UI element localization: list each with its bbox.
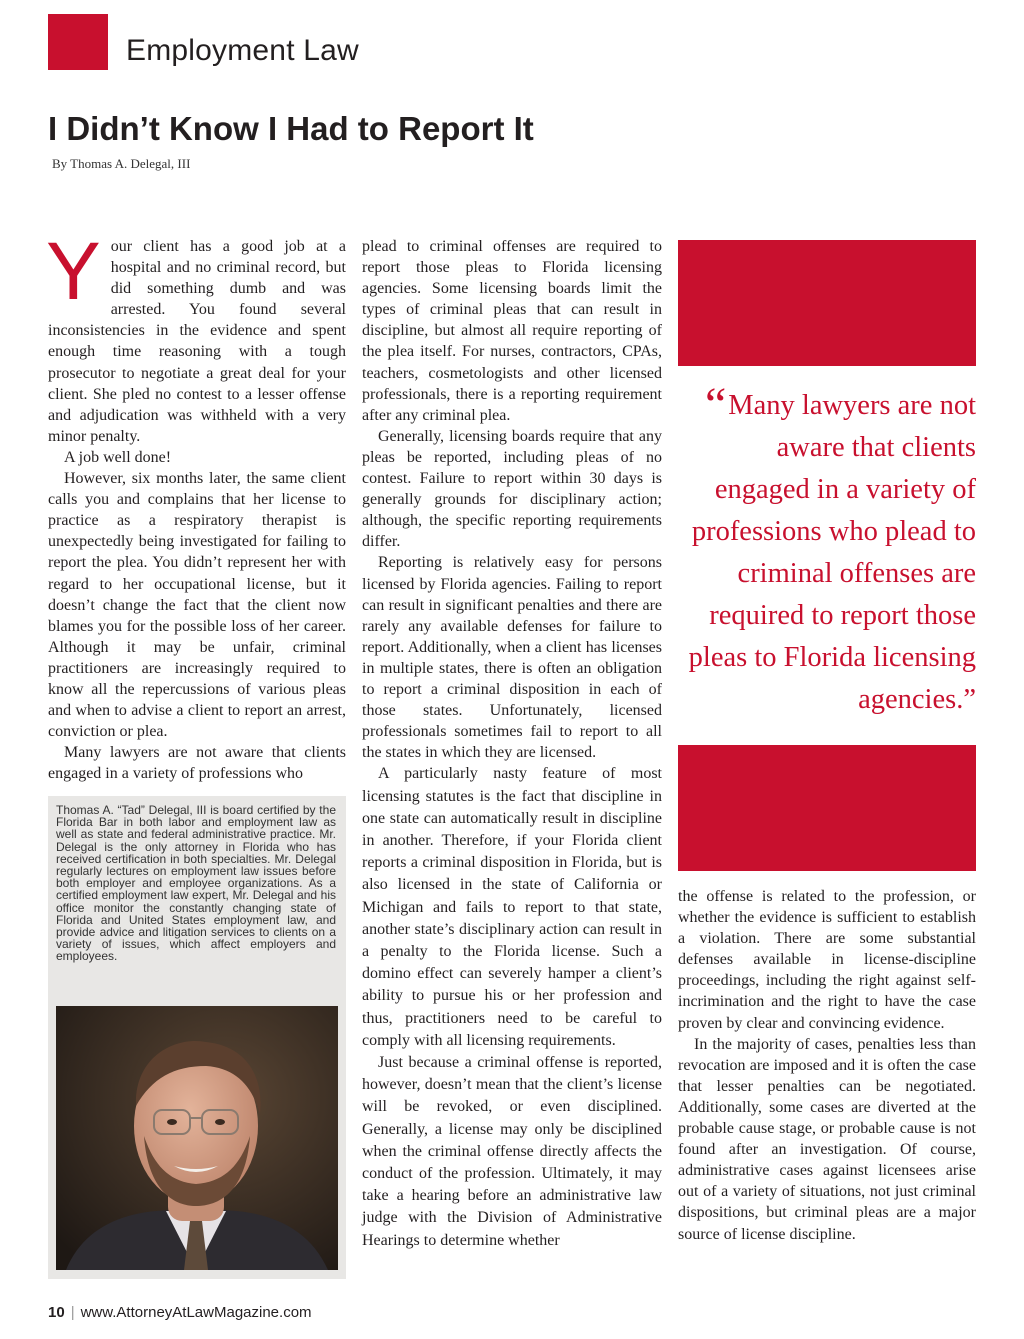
paragraph: Reporting is relatively easy for persons licensed by Florida agencies. Failing to report can result in significant penalties and there are rarely any available defenses for failure to report. Additionally, when a client has licenses in multiple states, there is often an obligation to report a criminal disposition in each of those states. Unfortunately, licensed professionals sometimes fail to report to all the states in which they are licensed. [362,554,662,762]
article-byline: By Thomas A. Delegal, III [52,156,191,171]
author-bio-text: Thomas A. “Tad” Delegal, III is board certified by the Florida Bar in both labor and employment law as well as state and federal administrative practice. Mr. Delegal is the only attorney in Florida who has received certification in both specialties. Mr. Delegal regularly lectures on employment law issues before both employer and employee organizations. As a certified employment law expert, Mr. Delegal and his office monitor the constantly changing state of Florida and United States employment law, and provide advice and litigation services to clients on a variety of issues, which affect employers and employees. [56,803,336,964]
footer-website-link[interactable]: www.AttorneyAtLawMagazine.com [80,1304,312,1321]
paragraph: Many lawyers are not aware that clients engaged in a variety of professions who [48,744,346,783]
drop-cap: Y [46,226,101,317]
pullquote-red-block-bottom [678,745,976,871]
article-headline: I Didn’t Know I Had to Report It [48,110,534,147]
author-portrait-image [56,1006,338,1270]
paragraph: A particularly nasty feature of most licensing statutes is the fact that discipline in one state can automatically result in discipline in another. Therefore, if your Florida client reports a criminal disposition in Florida, but is also licensed in the state of California or Michigan and fails to report to that state, another state’s disciplinary action can result in a penalty to the Florida license. Such a domino effect can severely hamper a client’s ability to pursue his or her profession and thus, practitioners need to be careful to comply with all licensing requirements. [362,765,662,1049]
paragraph: However, six months later, the same client calls you and complains that her license to practice as a respiratory therapist is unexpectedly being investigated for failing to report the plea. You didn’t represent her with regard to her occupational license, but it doesn’t change the fact that the client now blames you for the possible loss of her career. Although it may be unfair, criminal practitioners are increasingly required to know all the repercussions of various pleas and when to advise a client to report an arrest, conviction or plea. [48,470,346,741]
pullquote [686,378,976,721]
paragraph: A job well done! [64,448,172,466]
page-number: 10 [48,1304,65,1321]
section-label: Employment Law [126,34,359,67]
paragraph: plead to criminal offenses are required to report those pleas to Florida licensing agencies. Some licensing boards limit the types of criminal pleas that can result in discipline, but almost all require reporting of the plea itself. For nurses, contractors, CPAs, teachers, cosmetologists and other licensed professionals, there is a reporting requirement after any criminal plea. [362,238,662,424]
section-color-tab [48,14,108,70]
author-photo [56,1006,338,1270]
paragraph: our client has a good job at a hospital and no criminal record, but did something dumb and was arrested. You found several inconsistencies in the evidence and spent enough time reasoning with a tough prosecutor to negotiate a great deal for your client. She pled no contest to a lesser offense and adjudication was withheld with a very minor penalty. [48,238,346,445]
page-footer [48,1304,312,1321]
footer-separator: | [70,1304,75,1321]
article-column-2 [362,236,662,1252]
article-column-1 [46,226,346,784]
paragraph: Just because a criminal offense is reported, however, doesn’t mean that the client’s license will be revoked, or even disciplined. Generally, a license may only be disciplined when the criminal offense directly affects the conduct of the profession. Ultimately, it may take a hearing before an administrative law judge with the Division of Administrative Hearings to determine whether [362,1053,662,1249]
paragraph: In the majority of cases, penalties less than revocation are imposed and it is often the case that lesser penalties can be negotiated. Additionally, some cases are diverted at the probable cause stage, or probable cause is not found after an investigation. Of course, administrative cases against licensees arise out of a variety of situations, not just criminal dispositions, but criminal pleas are a major source of license discipline. [678,1035,976,1243]
article-column-3 [678,886,976,1245]
author-bio-box [48,796,346,1279]
paragraph: Generally, licensing boards require that any pleas be reported, including pleas of no contest. Failure to report within 30 days is generally grounds for disciplinary action; although, the specific reporting requirements differ. [362,427,662,551]
paragraph: the offense is related to the profession, or whether the evidence is sufficient to establish a violation. There are some substantial defenses available in license-discipline proceedings, including the right against self-incrimination and the right to have the case proven by clear and convincing evidence. [678,888,976,1032]
pullquote-text: Many lawyers are not aware that clients engaged in a variety of professions who plead to criminal offenses are required to report those pleas to Florida licensing agencies.” [688,390,976,715]
pullquote-open-mark: “ [704,378,727,431]
pullquote-red-block-top [678,240,976,366]
